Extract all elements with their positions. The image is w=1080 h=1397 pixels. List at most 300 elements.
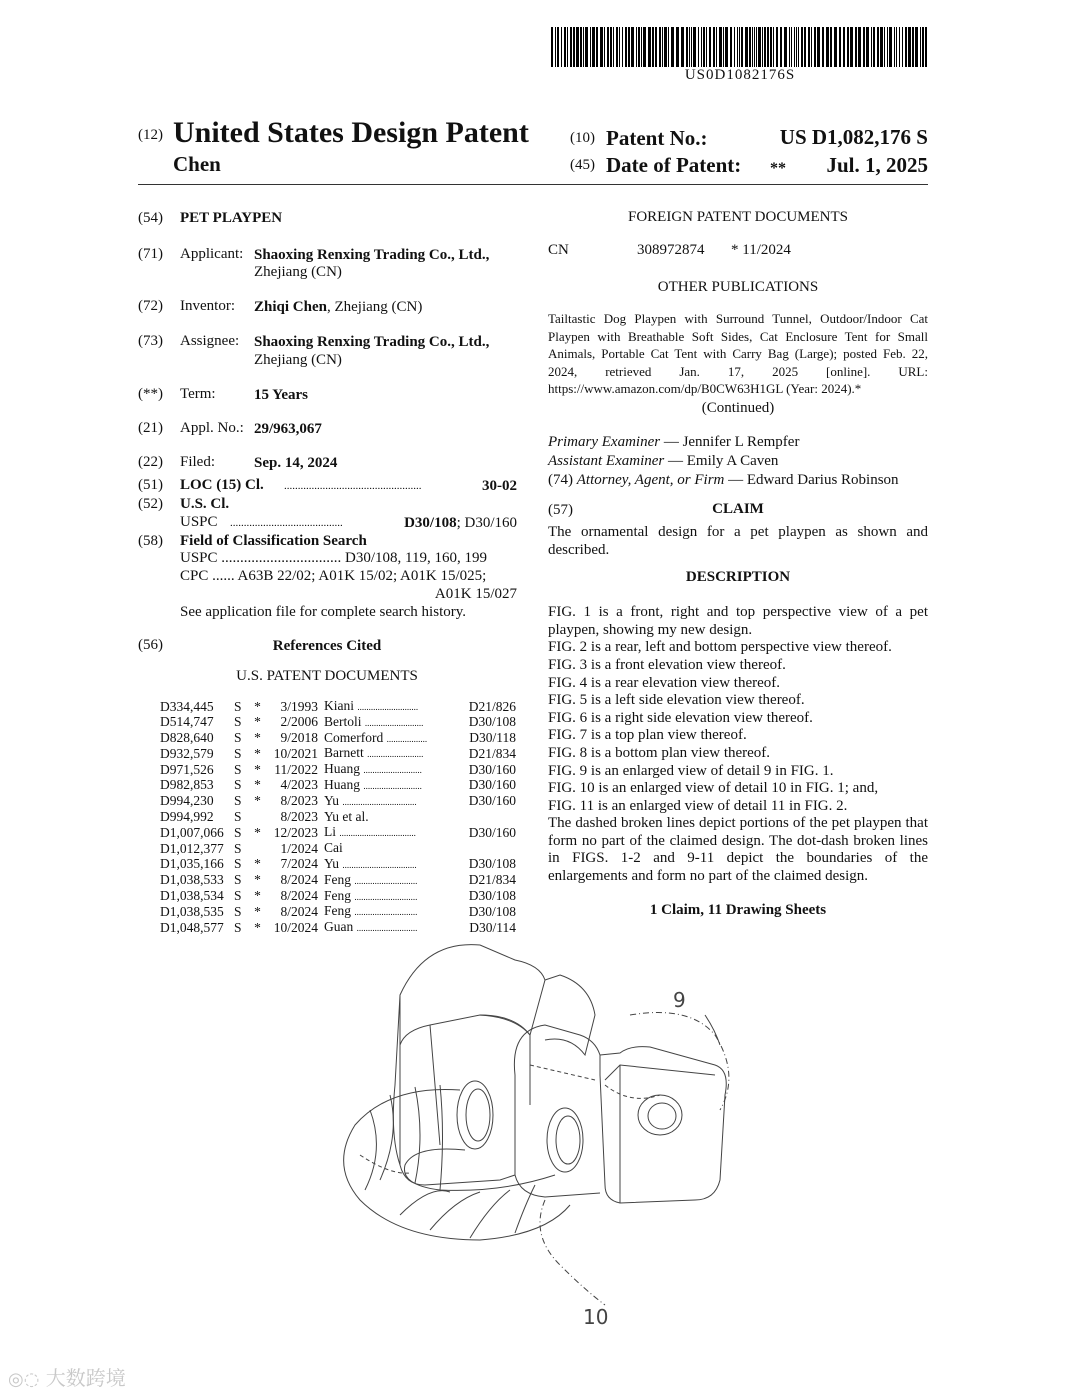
reference-examiner-cited: *: [254, 793, 261, 809]
reference-kind: S: [234, 840, 242, 856]
barcode-bar: [756, 27, 757, 67]
reference-examiner-cited: *: [254, 730, 261, 746]
uspc-label: USPC: [180, 514, 218, 530]
title-value: PET PLAYPEN: [180, 210, 283, 226]
uspc-main-class: D30/108: [404, 515, 457, 531]
reference-inventor: Huang: [324, 761, 360, 777]
barcode-bar: [887, 27, 888, 67]
reference-number: D994,230: [160, 793, 214, 809]
reference-inventor: Yu et al.: [324, 808, 369, 824]
uspc-other-class: ; D30/160: [456, 515, 517, 531]
barcode-bar: [850, 27, 853, 67]
reference-class: D30/160: [468, 761, 516, 777]
reference-dots: .................................: [342, 859, 417, 870]
barcode-bar: [652, 27, 654, 67]
reference-examiner-cited: *: [254, 824, 261, 840]
reference-number: D1,012,377: [160, 840, 224, 856]
reference-row: [160, 920, 516, 936]
reference-dots: .........................: [367, 749, 424, 760]
inventor-name: Zhiqi Chen: [254, 299, 327, 315]
reference-name: [324, 841, 464, 857]
watermark-logo-icon: ◎◌: [8, 1369, 40, 1390]
fig5-desc: FIG. 5 is a left side elevation view thereof.: [548, 692, 805, 708]
code-21: (21): [138, 420, 163, 436]
uspc-dots: .........................................: [230, 517, 343, 529]
reference-dots: ..........................: [363, 765, 422, 776]
barcode-bar: [648, 27, 651, 67]
reference-date: 9/2018: [280, 730, 318, 746]
barcode-bar: [573, 27, 575, 67]
barcode-bar: [551, 27, 553, 67]
us-cl-label: U.S. Cl.: [180, 496, 230, 512]
fig8-desc: FIG. 8 is a bottom plan view thereof.: [548, 745, 771, 761]
barcode-bar: [804, 27, 806, 67]
reference-inventor: Yu: [324, 792, 340, 808]
reference-dots: ..................................: [339, 828, 416, 839]
reference-number: D971,526: [160, 761, 214, 777]
fig2-desc: FIG. 2 is a rear, left and bottom perspective view thereof.: [548, 639, 892, 655]
barcode-bar: [889, 27, 892, 67]
barcode-bar: [884, 27, 885, 67]
barcode-bar: [791, 27, 792, 67]
reference-name: [324, 920, 464, 936]
other-publication-text: Tailtastic Dog Playpen with Surround Tunnel, Outdoor/Indoor Cat Playpen with Breathable Soft Sides, Cat Enclosure Tent for Small Animals, Portable Cat Tent with Carry Bag (Large); posted Feb. 22, 2024, retrieved Jan. 17, 2025 [online]. URL: https://www.amazon.com/dp/B0CW63H1GL (Year: 2024).*: [548, 311, 928, 396]
code-71: (71): [138, 246, 163, 262]
appl-label: Appl. No.:: [180, 420, 244, 436]
barcode-bar: [863, 27, 865, 67]
barcode-bar: [754, 27, 755, 67]
reference-kind: S: [234, 761, 242, 777]
reference-class: D21/826: [468, 698, 516, 714]
reference-kind: S: [234, 745, 242, 761]
fig7-desc: FIG. 7 is a top plan view thereof.: [548, 727, 747, 743]
barcode-bar: [693, 27, 696, 67]
patent-no-label: Patent No.:: [606, 126, 708, 150]
reference-inventor: Yu: [324, 855, 340, 871]
reference-kind: S: [234, 698, 242, 714]
reference-row: [160, 841, 516, 857]
reference-class: D30/108: [468, 714, 516, 730]
field-search-cpc: CPC ...... A63B 22/02; A01K 15/02; A01K 15/025;: [180, 568, 487, 584]
code-73: (73): [138, 333, 163, 349]
barcode-bar: [839, 27, 841, 67]
loc-value: 30-02: [482, 478, 517, 494]
foreign-number: 308972874: [637, 242, 705, 258]
barcode-bar: [725, 27, 728, 67]
reference-number: D334,445: [160, 698, 214, 714]
other-publications-title: OTHER PUBLICATIONS: [657, 279, 819, 295]
reference-class: D21/834: [468, 745, 516, 761]
reference-date: 1/2024: [280, 840, 318, 856]
reference-number: D1,038,535: [160, 903, 224, 919]
reference-name: [324, 778, 464, 794]
reference-inventor: Cai: [324, 840, 343, 856]
barcode-bar: [576, 27, 579, 67]
reference-inventor: Barnett: [324, 745, 364, 761]
fig11-desc: FIG. 11 is an enlarged view of detail 11 in FIG. 2.: [548, 798, 848, 814]
assistant-examiner-name: — Emily A Caven: [664, 453, 779, 469]
code-74: (74): [548, 472, 573, 488]
reference-name: [324, 825, 464, 841]
reference-date: 8/2024: [280, 903, 318, 919]
barcode-bar: [873, 27, 875, 67]
barcode-bar: [723, 27, 724, 67]
reference-date: 7/2024: [280, 856, 318, 872]
barcode-bar: [847, 27, 849, 67]
barcode-bar: [758, 27, 761, 67]
barcode-bar: [814, 27, 816, 67]
filed-label: Filed:: [180, 454, 216, 470]
reference-inventor: Kiani: [324, 698, 354, 713]
reference-name: [324, 699, 464, 715]
reference-kind: S: [234, 793, 242, 809]
reference-kind: S: [234, 809, 242, 825]
barcode-bar: [855, 27, 857, 67]
reference-name: [324, 746, 464, 762]
reference-row: [160, 715, 516, 731]
reference-inventor: Bertoli: [324, 713, 362, 729]
barcode-bar: [655, 27, 657, 67]
reference-name: [324, 762, 464, 778]
primary-examiner-label: Primary Examiner: [548, 434, 661, 450]
applicant-name: Shaoxing Renxing Trading Co., Ltd.,: [254, 247, 490, 263]
code-22: (22): [138, 454, 163, 470]
barcode-bar: [734, 27, 735, 67]
barcode-bar: [764, 27, 766, 67]
barcode-bar: [789, 27, 790, 67]
reference-date: 8/2024: [280, 872, 318, 888]
reference-row: [160, 889, 516, 905]
foreign-date: * 11/2024: [731, 242, 791, 258]
barcode-bar: [557, 27, 559, 67]
reference-inventor: Feng: [324, 903, 351, 919]
reference-number: D828,640: [160, 730, 214, 746]
header-divider: [138, 184, 928, 185]
reference-class: D30/114: [469, 919, 516, 935]
loc-dots: ..................................................: [284, 480, 422, 492]
barcode-bar: [899, 27, 900, 67]
barcode-bar: [822, 27, 824, 67]
barcode-bar: [739, 27, 740, 67]
term-label: Term:: [180, 386, 216, 402]
barcode-bar: [619, 27, 620, 67]
reference-inventor: Huang: [324, 776, 360, 792]
barcode-bar: [915, 27, 918, 67]
barcode-bar: [689, 27, 690, 67]
barcode-bar: [638, 27, 640, 67]
reference-date: 2/2006: [280, 714, 318, 730]
reference-number: D1,038,533: [160, 872, 224, 888]
barcode-bar: [894, 27, 895, 67]
reference-date: 8/2024: [280, 888, 318, 904]
applicant-location: Zhejiang (CN): [254, 264, 342, 280]
field-search-label: Field of Classification Search: [180, 533, 367, 549]
reference-number: D1,007,066: [160, 824, 224, 840]
broken-lines-note: The dashed broken lines depict portions of the pet playpen that form no part of the claimed design. The dot-dash broken lines in FIGS. 1-2 and 9-11 depict the boundaries of the enlargements and form no part of the claimed design.: [548, 815, 928, 884]
barcode-bar: [628, 27, 630, 67]
barcode-bar: [691, 27, 692, 67]
claim-text: The ornamental design for a pet playpen as shown and described.: [548, 524, 928, 558]
reference-examiner-cited: *: [254, 777, 261, 793]
barcode-bar: [664, 27, 667, 67]
reference-name: [324, 873, 464, 889]
code-12: (12): [138, 127, 163, 143]
reference-date: 8/2023: [280, 809, 318, 825]
reference-examiner-cited: *: [254, 903, 261, 919]
code-term: (**): [138, 386, 163, 402]
reference-date: 10/2021: [273, 745, 318, 761]
detail-label-10: 10: [583, 1305, 609, 1329]
fig3-desc: FIG. 3 is a front elevation view thereof.: [548, 657, 786, 673]
fig10-desc: FIG. 10 is an enlarged view of detail 10 in FIG. 1; and,: [548, 780, 879, 796]
barcode-bar: [668, 27, 669, 67]
reference-number: D932,579: [160, 745, 214, 761]
code-54: (54): [138, 210, 163, 226]
barcode-bar: [877, 27, 879, 67]
reference-row: [160, 857, 516, 873]
barcode-bar: [713, 27, 715, 67]
barcode-bar: [811, 27, 812, 67]
barcode-number: US0D1082176S: [684, 67, 796, 83]
barcode-bar: [590, 27, 591, 67]
reference-dots: ..........................: [363, 780, 422, 791]
barcode-bar: [564, 27, 566, 67]
reference-number: D1,038,534: [160, 888, 224, 904]
reference-row: [160, 746, 516, 762]
reference-kind: S: [234, 888, 242, 904]
reference-number: D982,853: [160, 777, 214, 793]
date-of-patent-label: Date of Patent:: [606, 153, 742, 177]
reference-inventor: Guan: [324, 919, 354, 935]
reference-row: [160, 873, 516, 889]
barcode-bar: [912, 27, 914, 67]
continued-note: (Continued): [701, 400, 775, 416]
reference-class: [464, 841, 516, 857]
barcode-bar: [922, 27, 924, 67]
code-56: (56): [138, 637, 163, 653]
inventor-surname: Chen: [173, 152, 221, 176]
reference-class: D30/160: [468, 777, 516, 793]
reference-examiner-cited: *: [254, 761, 261, 777]
reference-dots: .................................: [342, 796, 417, 807]
reference-examiner-cited: *: [254, 856, 261, 872]
barcode-bar: [671, 27, 674, 67]
reference-row: [160, 904, 516, 920]
barcode-bar: [555, 27, 556, 67]
reference-class: D30/160: [468, 793, 516, 809]
search-history-note: See application file for complete search history.: [180, 604, 467, 620]
patent-number: US D1,082,176 S: [779, 125, 928, 149]
reference-examiner-cited: *: [254, 919, 261, 935]
barcode-bar: [780, 27, 782, 67]
barcode-bar: [698, 27, 699, 67]
barcode-bar: [866, 27, 869, 67]
barcode-bar: [798, 27, 799, 67]
reference-examiner-cited: *: [254, 714, 261, 730]
code-51: (51): [138, 477, 163, 493]
barcode-bar: [925, 27, 927, 67]
barcode-bar: [784, 27, 787, 67]
reference-name: [324, 731, 464, 747]
reference-examiner-cited: [247, 841, 268, 857]
reference-inventor: Feng: [324, 871, 351, 887]
fig1-desc: FIG. 1 is a front, right and top perspective view of a pet playpen, showing my new design.: [548, 604, 928, 638]
barcode-bar: [843, 27, 845, 67]
reference-date: 8/2023: [280, 793, 318, 809]
reference-dots: ...........................: [356, 923, 418, 934]
reference-examiner-cited: *: [254, 872, 261, 888]
barcode-bar: [604, 27, 605, 67]
reference-kind: S: [234, 730, 242, 746]
reference-class: D30/108: [468, 888, 516, 904]
barcode-bar: [858, 27, 861, 67]
barcode-bar: [808, 27, 810, 67]
reference-examiner-cited: [247, 810, 268, 826]
barcode-bar: [583, 27, 584, 67]
filed-value: Sep. 14, 2024: [254, 455, 338, 471]
attorney-label: Attorney, Agent, or Firm: [576, 472, 725, 488]
barcode-bar: [561, 27, 562, 67]
reference-kind: S: [234, 856, 242, 872]
barcode-bar: [737, 27, 738, 67]
barcode-bar: [920, 27, 921, 67]
barcode-bar: [607, 27, 609, 67]
barcode-bar: [908, 27, 911, 67]
us-patent-documents-title: U.S. PATENT DOCUMENTS: [236, 668, 418, 684]
barcode-bar: [701, 27, 702, 67]
reference-number: D994,992: [160, 809, 214, 825]
field-search-uspc: USPC ................................ D30/108, 119, 160, 199: [180, 550, 487, 566]
barcode-bar: [676, 27, 679, 67]
reference-date: 4/2023: [280, 777, 318, 793]
reference-dots: ............................: [354, 907, 418, 918]
reference-row: [160, 731, 516, 747]
patent-date: Jul. 1, 2025: [826, 153, 928, 177]
assignee-name: Shaoxing Renxing Trading Co., Ltd.,: [254, 334, 490, 350]
reference-date: 3/1993: [280, 698, 318, 714]
barcode-bar: [801, 27, 803, 67]
reference-dots: ............................: [354, 875, 418, 886]
barcode-bar: [767, 27, 769, 67]
watermark: [8, 1362, 126, 1391]
barcode-bar: [745, 27, 748, 67]
reference-inventor: Li: [324, 824, 336, 840]
reference-class: D21/834: [468, 872, 516, 888]
barcode-bar: [703, 27, 705, 67]
barcode-bar: [622, 27, 623, 67]
reference-number: D1,048,577: [160, 919, 224, 935]
assignee-location: Zhejiang (CN): [254, 352, 342, 368]
barcode-bar: [834, 27, 837, 67]
barcode-bar: [776, 27, 778, 67]
barcode: [551, 27, 929, 67]
code-72: (72): [138, 298, 163, 314]
reference-kind: S: [234, 903, 242, 919]
barcode-bar: [662, 27, 663, 67]
barcode-bar: [625, 27, 627, 67]
barcode-bar: [896, 27, 897, 67]
reference-dots: ..........................: [364, 717, 424, 728]
code-57: (57): [548, 502, 573, 518]
patent-type-title: United States Design Patent: [173, 116, 529, 149]
barcode-bar: [659, 27, 661, 67]
reference-name: [324, 857, 464, 873]
inventor-label: Inventor:: [180, 298, 235, 314]
reference-examiner-cited: *: [254, 888, 261, 904]
barcode-bar: [570, 27, 572, 67]
reference-name: [324, 889, 464, 905]
reference-row: [160, 794, 516, 810]
barcode-bar: [641, 27, 642, 67]
reference-name: [324, 715, 464, 731]
code-45: (45): [570, 157, 595, 173]
appl-value: 29/963,067: [254, 421, 322, 437]
reference-class: D30/108: [468, 856, 516, 872]
date-mark: **: [770, 160, 786, 177]
fig6-desc: FIG. 6 is a right side elevation view thereof.: [548, 710, 813, 726]
field-search-cpc-cont: A01K 15/027: [434, 586, 517, 602]
code-58: (58): [138, 533, 163, 549]
reference-examiner-cited: *: [254, 698, 261, 714]
reference-date: 11/2022: [274, 761, 318, 777]
reference-date: 10/2024: [273, 919, 318, 935]
barcode-bar: [681, 27, 684, 67]
reference-class: D30/118: [469, 730, 516, 746]
reference-name: [324, 810, 464, 826]
reference-row: [160, 778, 516, 794]
claim-title: CLAIM: [712, 501, 764, 517]
references-table: [160, 699, 516, 936]
reference-kind: S: [234, 777, 242, 793]
loc-label: LOC (15) Cl.: [180, 477, 264, 493]
reference-class: D30/108: [468, 903, 516, 919]
reference-kind: S: [234, 872, 242, 888]
barcode-bar: [719, 27, 722, 67]
barcode-bar: [585, 27, 588, 67]
reference-kind: S: [234, 919, 242, 935]
barcode-bar: [706, 27, 707, 67]
primary-examiner-name: — Jennifer L Rempfer: [660, 434, 800, 450]
barcode-bar: [880, 27, 883, 67]
foreign-country: CN: [548, 242, 569, 258]
code-10: (10): [570, 130, 595, 146]
barcode-bar: [902, 27, 903, 67]
reference-row: [160, 825, 516, 841]
barcode-bar: [643, 27, 646, 67]
reference-class: D30/160: [468, 824, 516, 840]
barcode-bar: [709, 27, 711, 67]
barcode-bar: [616, 27, 618, 67]
code-52: (52): [138, 496, 163, 512]
barcode-bar: [636, 27, 637, 67]
barcode-bar: [796, 27, 797, 67]
reference-name: [324, 794, 464, 810]
reference-row: [160, 762, 516, 778]
reference-dots: ............................: [354, 891, 418, 902]
reference-name: [324, 904, 464, 920]
description-title: DESCRIPTION: [685, 569, 791, 585]
applicant-label: Applicant:: [180, 246, 244, 262]
barcode-bar: [631, 27, 634, 67]
claims-sheets-count: 1 Claim, 11 Drawing Sheets: [649, 902, 827, 918]
reference-dots: ..................: [386, 733, 428, 744]
watermark-text: 大数跨境: [45, 1366, 126, 1390]
barcode-bar: [592, 27, 595, 67]
fig9-desc: FIG. 9 is an enlarged view of detail 9 in FIG. 1.: [548, 763, 834, 779]
barcode-bar: [613, 27, 614, 67]
attorney-name: — Edward Darius Robinson: [724, 472, 899, 488]
barcode-bar: [817, 27, 820, 67]
